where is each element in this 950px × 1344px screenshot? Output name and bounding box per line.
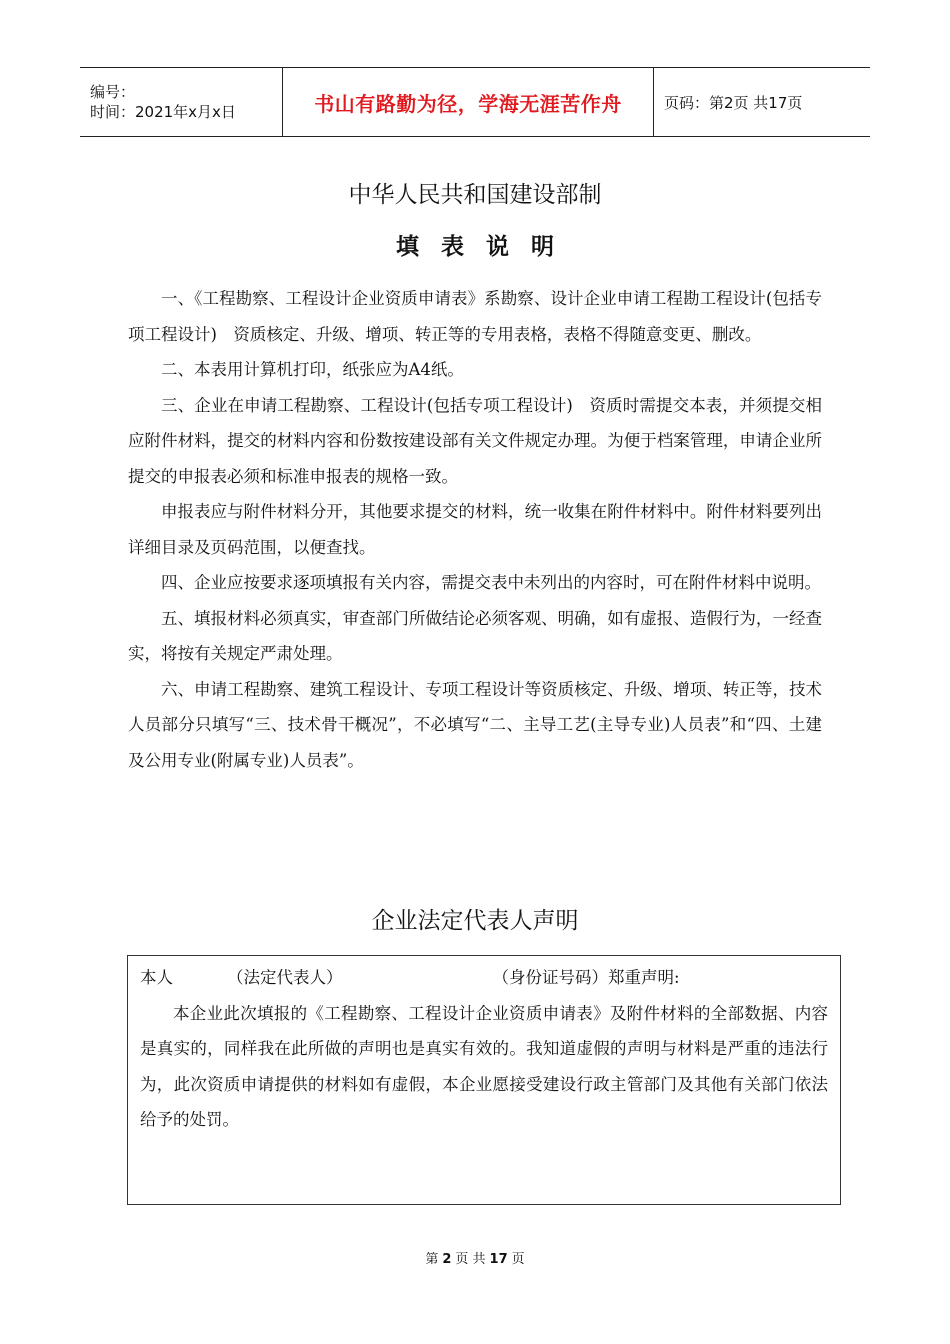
declaration-title: 企业法定代表人声明 xyxy=(371,908,579,934)
declaration-id: （身份证号码）郑重声明: xyxy=(492,968,680,987)
time-label: 时间：2021年x月x日 xyxy=(90,103,236,121)
footer-suffix: 页 xyxy=(511,1252,525,1267)
declaration-self: 本人 xyxy=(140,968,173,987)
footer-middle: 页 共 xyxy=(455,1252,486,1267)
header-table xyxy=(80,67,870,137)
footer-prefix: 第 xyxy=(425,1252,439,1267)
instructions-title: 填表说明 xyxy=(396,233,576,260)
paragraph-4: 申报表应与附件材料分开，其他要求提交的材料，统一收集在附件材料中。附件材料要列出详细目录及页码范围，以便查找。 xyxy=(128,502,822,557)
paragraph-3: 三、企业在申请工程勘察、工程设计(包括专项工程设计) 资质时需提交本表，并须提交相应附件材料，提交的材料内容和份数按建设部有关文件规定办理。为便于档案管理，申请企业所提交的申报表必须和标准申报表的规格一致。 xyxy=(128,395,822,486)
number-label: 编号： xyxy=(90,83,136,101)
declaration-legal-rep: （法定代表人） xyxy=(227,968,343,987)
header-motto-cell xyxy=(282,68,654,136)
header-page-cell xyxy=(654,68,870,136)
instructions-body xyxy=(128,281,822,778)
page-label: 页码：第2页 共17页 xyxy=(664,93,803,112)
footer-page: 2 xyxy=(442,1252,452,1267)
paragraph-5: 四、企业应按要求逐项填报有关内容，需提交表中未列出的内容时，可在附件材料中说明。 xyxy=(161,573,821,592)
footer-total: 17 xyxy=(489,1252,508,1267)
motto: 书山有路勤为径，学海无涯苦作舟 xyxy=(314,91,622,116)
paragraph-7: 六、申请工程勘察、建筑工程设计、专项工程设计等资质核定、升级、增项、转正等，技术人员部分只填写“三、技术骨干概况”，不必填写“二、主导工艺(主导专业)人员表”和“四、土建及公用专业(附属专业)人员表”。 xyxy=(128,679,822,770)
page-footer xyxy=(0,1248,950,1267)
declaration-text: 本企业此次填报的《工程勘察、工程设计企业资质申请表》及附件材料的全部数据、内容是真实的，同样我在此所做的声明也是真实有效的。我知道虚假的声明与材料是严重的违法行为，此次资质申请提供的材料如有虚假，本企业愿接受建设行政主管部门及其他有关部门依法给予的处罚。 xyxy=(140,1003,828,1129)
declaration-line xyxy=(140,960,828,996)
paragraph-2: 二、本表用计算机打印，纸张应为A4纸。 xyxy=(161,360,464,379)
ministry-title: 中华人民共和国建设部制 xyxy=(348,182,602,208)
paragraph-1: 一、《工程勘察、工程设计企业资质申请表》系勘察、设计企业申请工程勘工程设计(包括专项工程设计) 资质核定、升级、增项、转正等的专用表格，表格不得随意变更、删改。 xyxy=(128,289,822,344)
header-meta xyxy=(80,68,282,136)
declaration-box xyxy=(127,955,841,1205)
paragraph-6: 五、填报材料必须真实，审查部门所做结论必须客观、明确，如有虚报、造假行为，一经查实，将按有关规定严肃处理。 xyxy=(128,608,822,663)
